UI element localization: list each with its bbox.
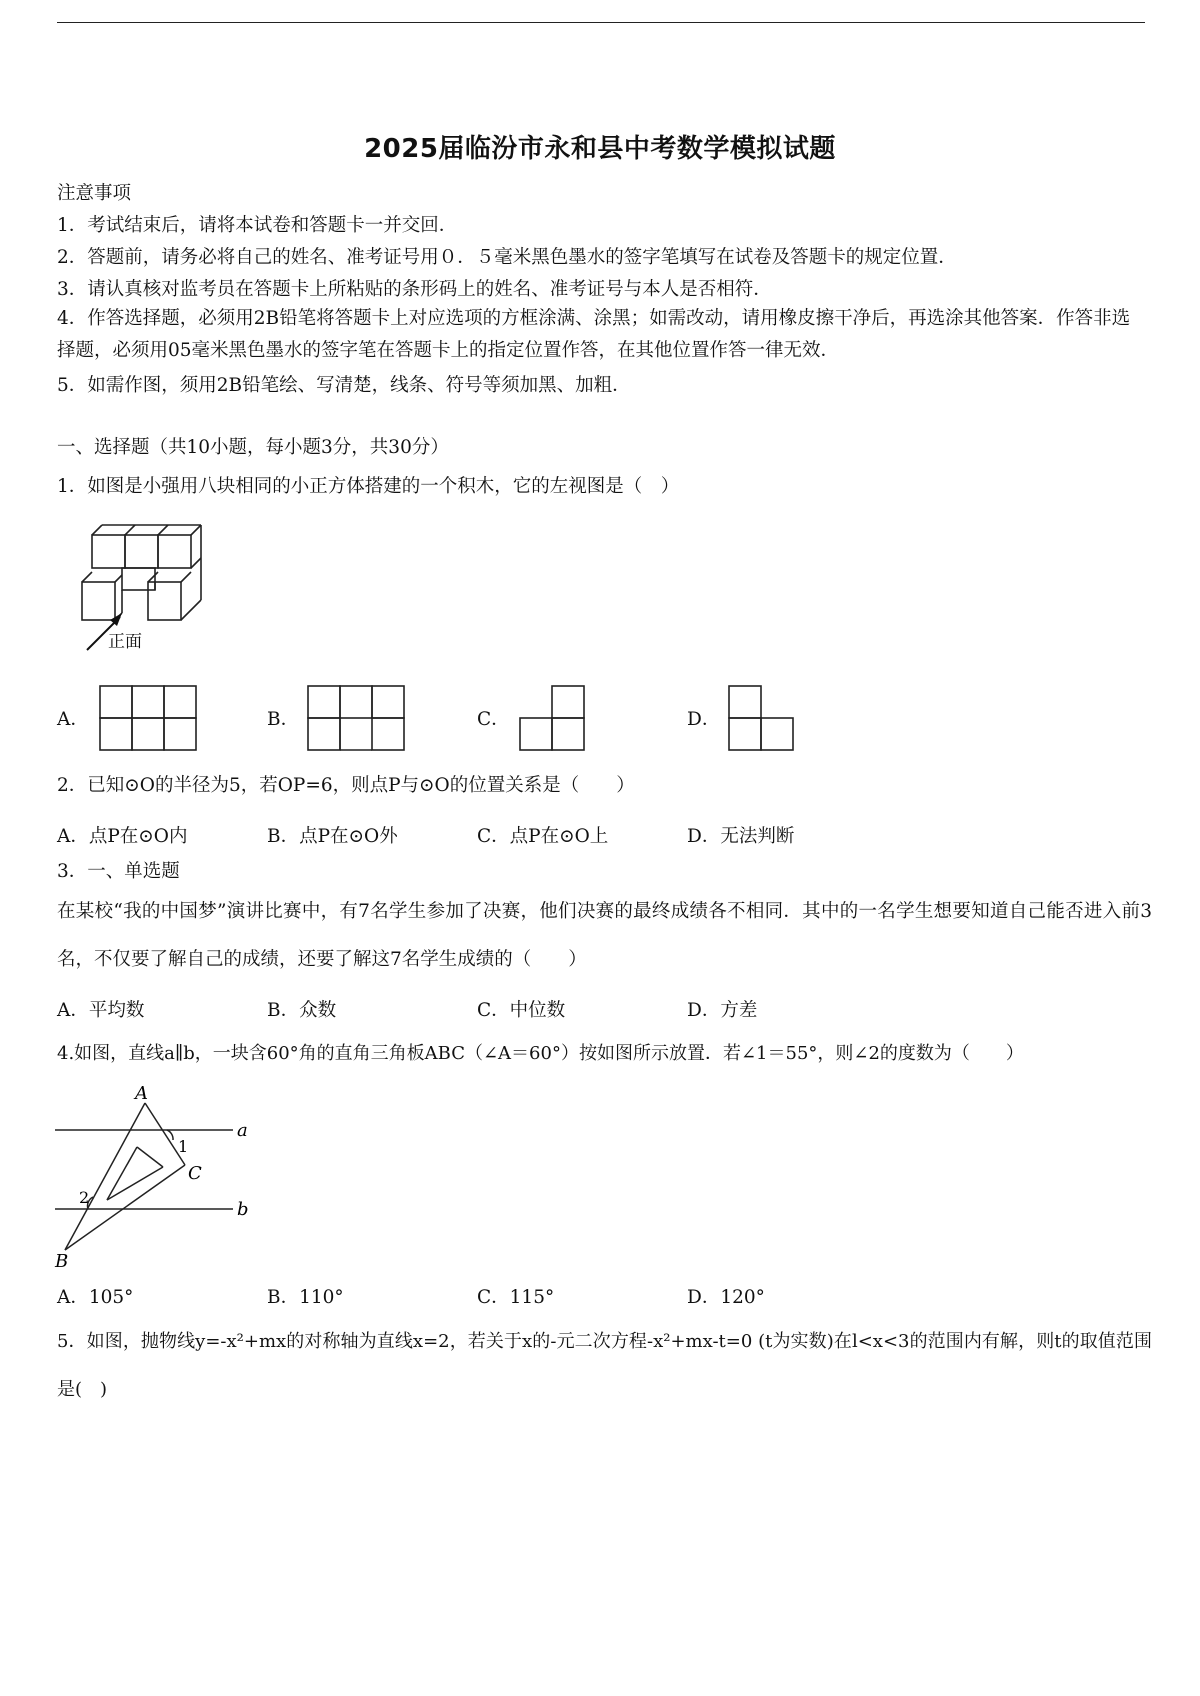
label-A: A [135,1083,148,1104]
label-C: C [188,1163,202,1184]
label-b: b [237,1199,249,1220]
question-2-text: 2．已知⊙O的半径为5，若OP=6，则点P与⊙O的位置关系是（ ） [57,775,635,796]
front-view-label: 正面 [108,632,142,652]
q1-option-a-figure [99,685,199,753]
question-3-body: 在某校“我的中国梦”演讲比赛中，有7名学生参加了决赛，他们决赛的最终成绩各不相同．其中的一名学生想要知道自己能否进入前3名，不仅要了解自己的成绩，还要了解这7名学生成绩的（ ） [57,901,1152,970]
q1-option-c-figure [518,685,588,753]
q1-option-b-figure [307,685,407,753]
q2-option-c[interactable]: C．点P在⊙O上 [477,826,609,847]
notice-heading: 注意事项 [57,183,132,204]
section-heading: 一、选择题（共10小题，每小题3分，共30分） [57,437,449,458]
notice-item-5: 5．如需作图，须用2B铅笔绘、写清楚，线条、符号等须加黑、加粗． [57,375,631,396]
question-1-cube-figure [72,520,212,655]
question-1-text: 1．如图是小强用八块相同的小正方体搭建的一个积木，它的左视图是（ ） [57,476,680,497]
q4-option-d[interactable]: D．120° [687,1287,765,1308]
q2-option-b[interactable]: B．点P在⊙O外 [267,826,398,847]
notice-item-4: 4．作答选择题，必须用2B铅笔将答题卡上对应选项的方框涂满、涂黑；如需改动，请用橡皮擦干净后，再选涂其他答案．作答非选择题，必须用05毫米黑色墨水的签字笔在答题卡上的指定位置作答，在其他位置作答一律无效． [57,308,1131,361]
notice-item-1: 1．考试结束后，请将本试卷和答题卡一并交回． [57,215,458,236]
notice-item-2: 2．答题前，请务必将自己的姓名、准考证号用０．５毫米黑色墨水的签字笔填写在试卷及答题卡的规定位置． [57,247,957,268]
q4-option-c[interactable]: C．115° [477,1287,555,1308]
q3-option-a[interactable]: A．平均数 [57,1000,145,1021]
q1-option-d-label[interactable]: D． [687,709,721,730]
q4-option-a[interactable]: A．105° [57,1287,134,1308]
header-rule [57,22,1145,23]
q2-option-d[interactable]: D．无法判断 [687,826,795,847]
q1-option-c-label[interactable]: C． [477,709,510,730]
question-4-text: 4.如图，直线a∥b，一块含60°角的直角三角板ABC（∠A＝60°）按如图所示放置．若∠1＝55°，则∠2的度数为（ ） [57,1043,1024,1064]
q3-option-c[interactable]: C．中位数 [477,1000,566,1021]
label-1: 1 [178,1137,189,1156]
question-4-triangle-figure [55,1085,255,1270]
page-title: 2025届临汾市永和县中考数学模拟试题 [364,134,836,164]
q1-option-a-label[interactable]: A． [57,709,89,730]
q2-option-a[interactable]: A．点P在⊙O内 [57,826,188,847]
q1-option-d-figure [727,685,797,753]
label-B: B [55,1251,69,1272]
notice-item-3: 3．请认真核对监考员在答题卡上所粘贴的条形码上的姓名、准考证号与本人是否相符． [57,279,772,300]
label-a: a [237,1120,248,1141]
q3-option-b[interactable]: B．众数 [267,1000,337,1021]
q3-option-d[interactable]: D．方差 [687,1000,758,1021]
question-5-text: 5．如图，抛物线y=-x²+mx的对称轴为直线x=2，若关于x的-元二次方程-x²+mx-t=0 (t为实数)在l<x<3的范围内有解，则t的取值范围是( ) [57,1331,1152,1400]
question-3-heading: 3．一、单选题 [57,861,180,882]
q4-option-b[interactable]: B．110° [267,1287,344,1308]
label-2: 2 [79,1188,90,1207]
q1-option-b-label[interactable]: B． [267,709,300,730]
